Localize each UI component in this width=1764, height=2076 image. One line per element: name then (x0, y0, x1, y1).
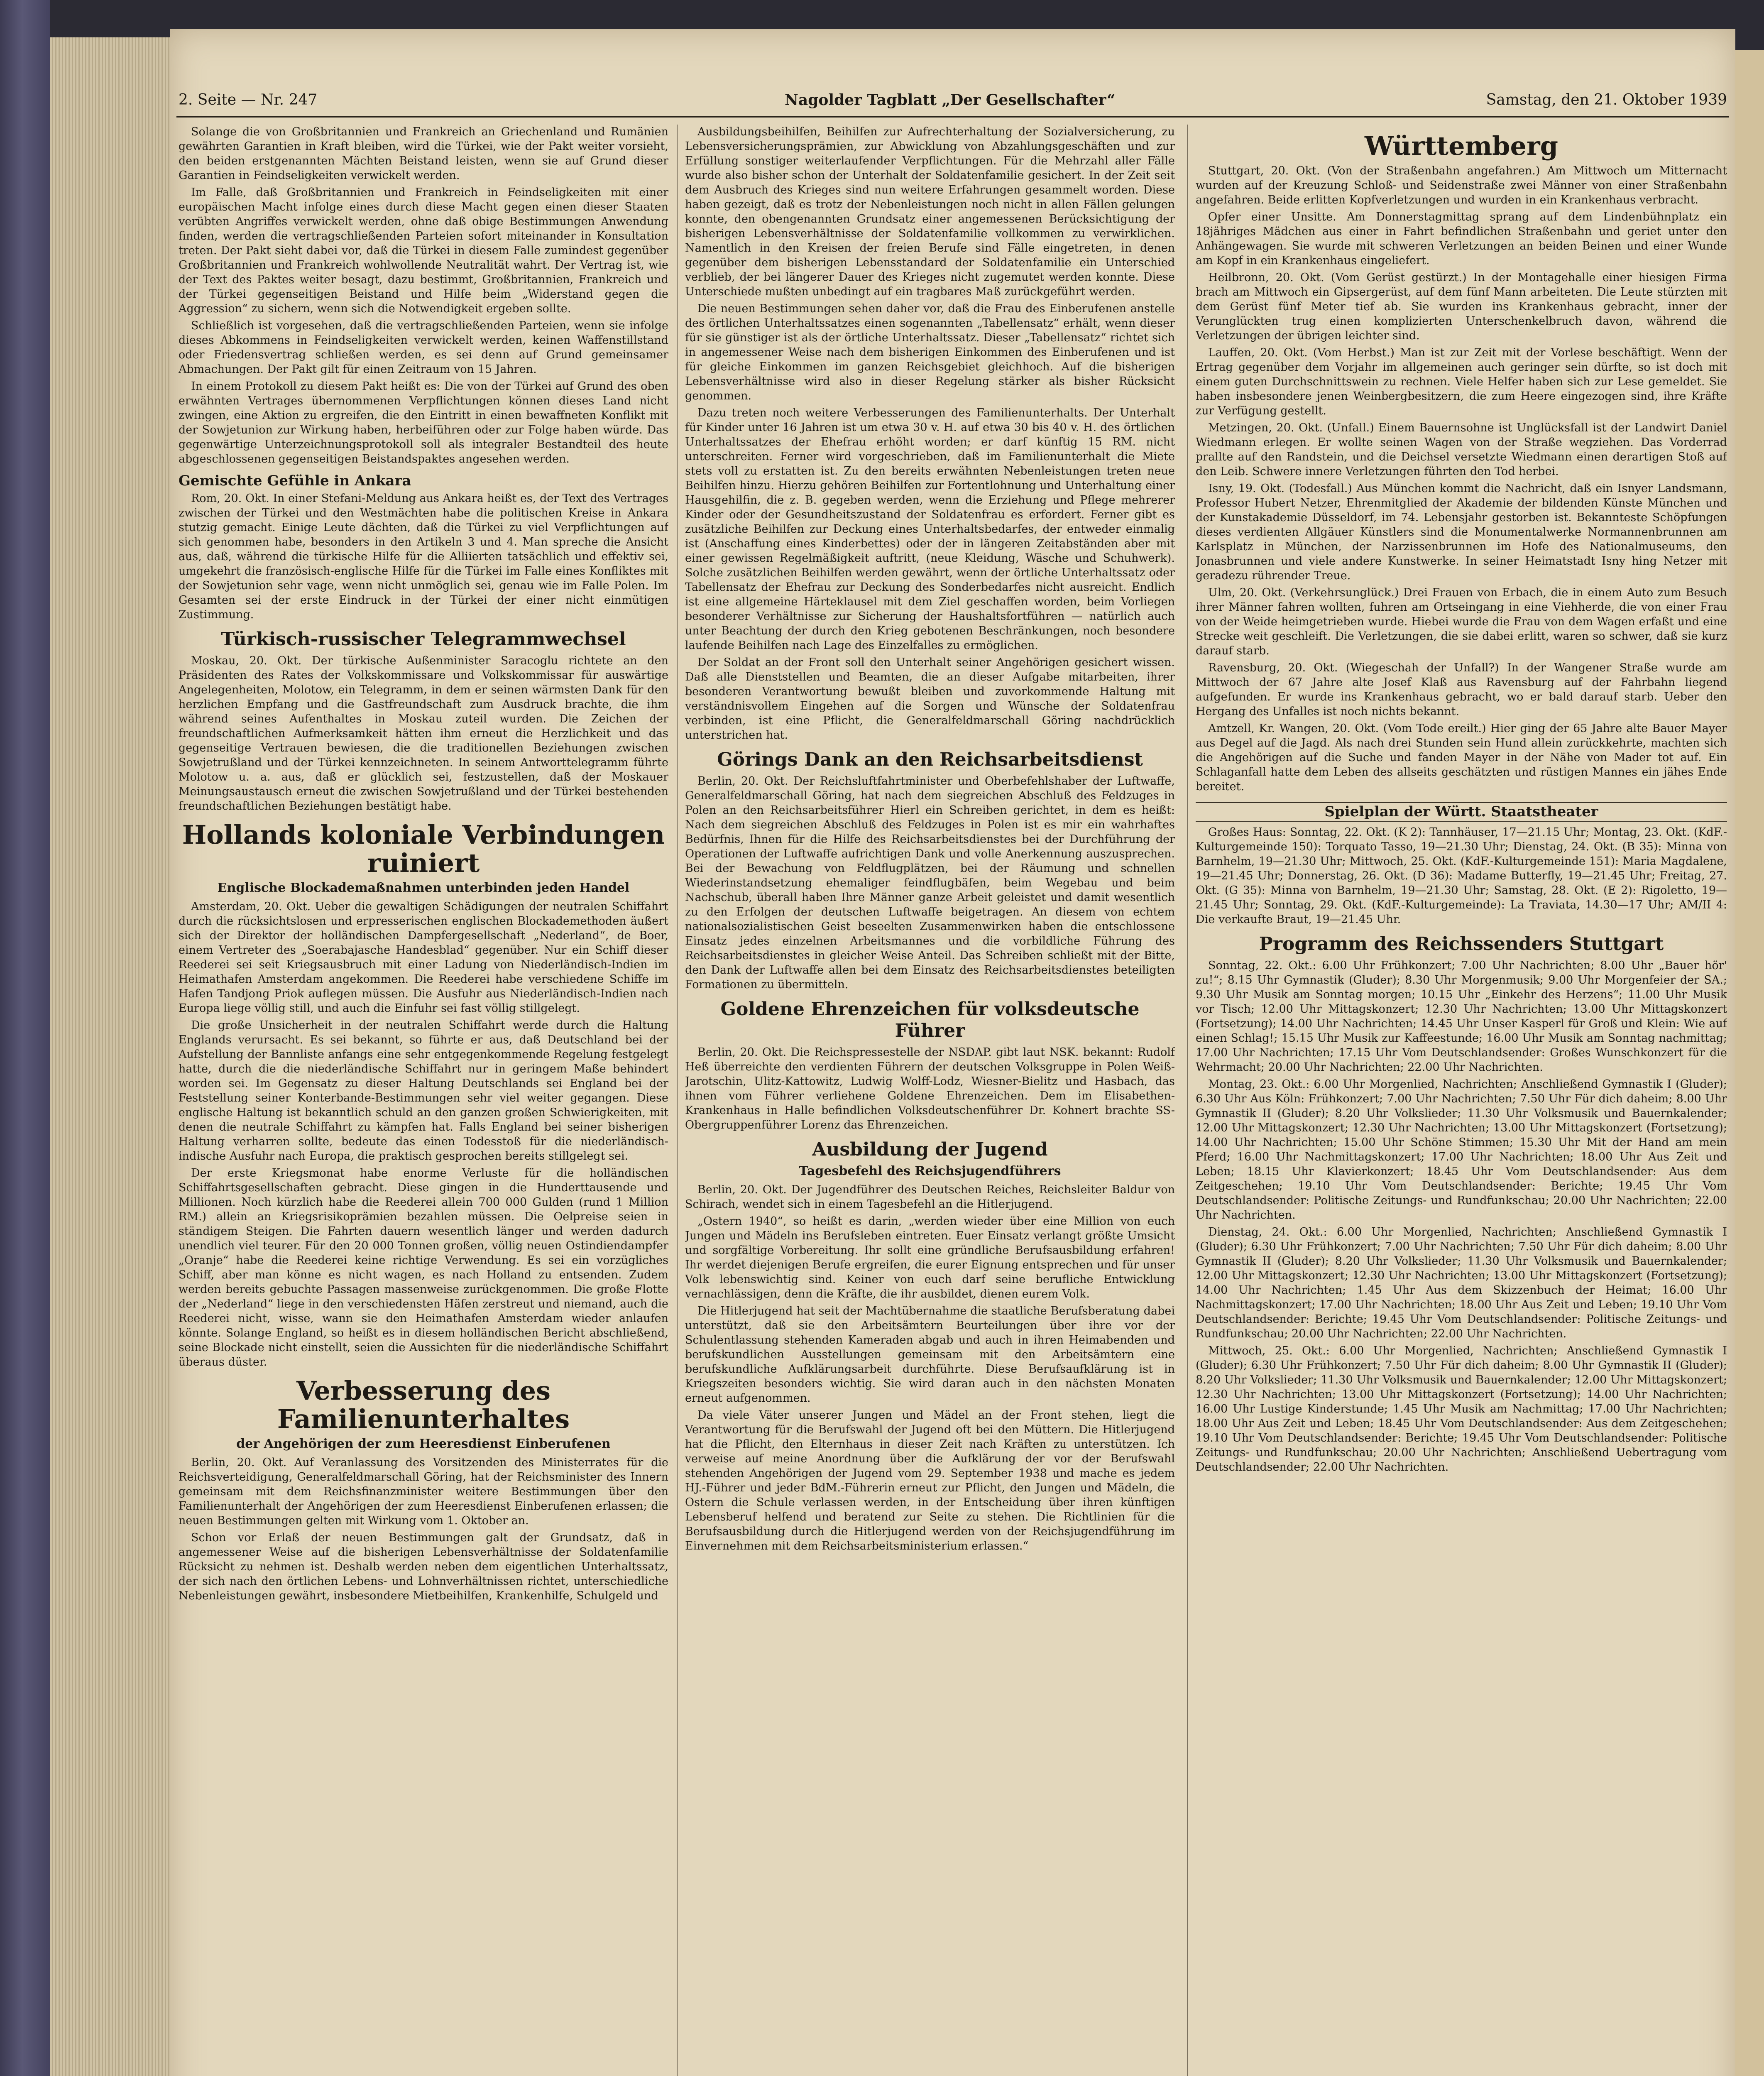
paragraph: Der Soldat an der Front soll den Unterhalt seiner Angehörigen gesichert wissen. Daß alle Dienststellen und Beamten, die an dieser Aufgabe mitarbeiten, ihrer besonderen Verantwortung bewußt bleiben und zuvorkommende Haltung mit verständnisvollem Eingehen auf die Sorgen und Wünsche der Soldatenfrau verbinden, ist eine Pflicht, die Generalfeldmarschall Göring nachdrücklich unterstrichen hat. (685, 656, 1175, 742)
paragraph: In einem Protokoll zu diesem Pakt heißt es: Die von der Türkei auf Grund des oben erwähnten Vertrages übernommenen Verpflichtungen können dieses Land nicht zwingen, eine Aktion zu ergreifen, die den Eintritt in einen bewaffneten Konflikt mit der Sowjetunion zur Wirkung haben, herbeiführen oder zur Folge haben würde. Das gegenwärtige Unterzeichnungsprotokoll soll als integraler Bestandteil des heute abgeschlossenen gegenseitigen Beistandspaktes angesehen werden. (179, 380, 668, 465)
header-rule (176, 116, 1729, 118)
article-heading: Goldene Ehrenzeichen für volksdeutsche Führer (720, 999, 1140, 1041)
article-heading: Gemischte Gefühle in Ankara (179, 472, 411, 489)
article-heading: Programm des Reichssenders Stuttgart (1259, 933, 1664, 955)
paragraph: Schließlich ist vorgesehen, daß die vertragschließenden Parteien, wenn sie infolge dieses Abkommens in Feindseligkeiten verwickelt werden, keinen Waffenstillstand oder Friedensvertrag schließen werden, es sei denn auf Grund gemeinsamer Abmachungen. Der Pakt gilt für einen Zeitraum von 15 Jahren. (179, 319, 668, 376)
column-1 (179, 125, 668, 2076)
article-heading: Verbesserung des Familienunterhaltes (277, 1376, 570, 1434)
paragraph: Stuttgart, 20. Okt. (Von der Straßenbahn angefahren.) Am Mittwoch um Mitternacht wurden auf der Kreuzung Schloß- und Seidenstraße zwei Männer von einer Straßenbahn angefahren. Beide erlitten Kopfverletzungen und wurden in ein Krankenhaus verbracht. (1196, 164, 1727, 206)
paragraph: Berlin, 20. Okt. Der Jugendführer des Deutschen Reiches, Reichsleiter Baldur von Schirach, wendet sich in einem Tagesbefehl an die Hitlerjugend. (685, 1183, 1175, 1211)
paragraph: „Ostern 1940“, so heißt es darin, „werden wieder über eine Million von euch Jungen und Mädeln ins Berufsleben eintreten. Euer Einsatz verlangt größte Umsicht und sorgfältige Vorbereitung. Ihr sollt eine gründliche Berufsausbildung erfahren! Ihr werdet diejenigen Berufe ergreifen, die eurer Eignung entsprechen und für unser Volk lebenswichtig sind. Keiner von euch darf seine berufliche Entwicklung vernachlässigen, denn die Kräfte, die ihr ausbildet, dienen eurem Volk. (685, 1215, 1175, 1300)
column-3 (1196, 125, 1727, 2076)
article-heading: Görings Dank an den Reichsarbeitsdienst (717, 749, 1143, 770)
column-divider (1187, 125, 1188, 2076)
newspaper-page (170, 29, 1735, 2076)
masthead: Nagolder Tagblatt „Der Gesellschafter“ (785, 91, 1116, 109)
adjacent-page (1735, 50, 1764, 2076)
article-subheading: der Angehörigen der zum Heeresdienst Einberufenen (236, 1437, 611, 1451)
paragraph: Dienstag, 24. Okt.: 6.00 Uhr Morgenlied, Nachrichten; Anschließend Gymnastik I (Gluder); 6.30 Uhr Frühkonzert; 7.00 Uhr Nachrichten; 7.50 Uhr Für dich daheim; 8.00 Uhr Gymnastik II (Gluder); 8.20 Uhr Volkslieder; 11.30 Uhr Volksmusik und Bauernkalender; 12.00 Uhr Mittagskonzert; 12.30 Uhr Nachrichten; 13.00 Uhr Mittagskonzert (Fortsetzung); 14.00 Uhr Nachrichten; 1.45 Uhr Aus dem Skizzenbuch der Heimat; 16.00 Uhr Nachmittagskonzert; 17.00 Uhr Nachrichten; 18.00 Uhr Aus Zeit und Leben; 19.10 Uhr Vom Deutschlandsender: Berichte; 19.45 Uhr Vom Deutschlandsender: Politische Zeitungs- und Rundfunkschau; 20.00 Uhr Nachrichten; 22.00 Uhr Nachrichten. (1196, 1226, 1727, 1340)
paragraph: Der erste Kriegsmonat habe enorme Verluste für die holländischen Schiffahrtsgesellschaften gebracht. Diese gingen in die Hunderttausende und Millionen. Noch kürzlich habe die Reederei allein 700 000 Gulden (rund 1 Million RM.) allein an Kriegsrisikoprämien bezahlen müssen. Die Oelpreise seien in ständigem Steigen. Die Fahrten dauern wesentlich länger und werden dadurch unendlich viel teurer. Für den 20 000 Tonnen großen, völlig neuen Ostindiendampfer „Oranje“ habe die Reederei keine richtige Verwendung. Es sei ein vorzügliches Schiff, aber man könne es nicht wagen, es nach Holland zu entsenden. Zudem werden bereits gebuchte Passagen massenweise zurückgenommen. Die große Flotte der „Nederland“ liege in den verschiedensten Häfen zerstreut und niemand, auch die Reederei nicht, wisse, wann sie den Heimathafen Amsterdam wieder anlaufen könnte. Solange England, so heißt es in diesem holländischen Bericht abschließend, seine Blockade nicht einstellt, seien die Aussichten für die niederländische Schiffahrt überaus düster. (179, 1167, 668, 1368)
paragraph: Lauffen, 20. Okt. (Vom Herbst.) Man ist zur Zeit mit der Vorlese beschäftigt. Wenn der Ertrag gegenüber dem Vorjahr im allgemeinen auch geringer sein dürfte, so ist doch mit einem guten Durchschnittswein zu rechnen. Viele Helfer haben sich zur Lese gemeldet. Sie haben insbesondere jenen Weinbergbesitzern, die zum Heere eingezogen sind, ihre Kräfte zur Verfügung gestellt. (1196, 346, 1727, 417)
page-edges (50, 37, 170, 2076)
paragraph: Amtzell, Kr. Wangen, 20. Okt. (Vom Tode ereilt.) Hier ging der 65 Jahre alte Bauer Mayer aus Degel auf die Jagd. Als nach drei Stunden sein Hund allein zurückkehrte, machten sich die Angehörigen auf die Suche und fanden Mayer in der Nähe von Mader tot auf. Ein Schlaganfall hatte dem Leben des allseits geschätzten und rüstigen Mannes ein jähes Ende bereitet. (1196, 722, 1727, 793)
paragraph: Großes Haus: Sonntag, 22. Okt. (K 2): Tannhäuser, 17—21.15 Uhr; Montag, 23. Okt. (KdF.-Kulturgemeinde 150): Torquato Tasso, 19—21.30 Uhr; Dienstag, 24. Okt. (B 35): Minna von Barnhelm, 19—21.30 Uhr; Mittwoch, 25. Okt. (KdF.-Kulturgemeinde 151): Maria Magdalene, 19—21.45 Uhr; Donnerstag, 26. Okt. (D 36): Madame Butterfly, 19—21.45 Uhr; Freitag, 27. Okt. (G 35): Minna von Barnhelm, 19—21.30 Uhr; Samstag, 28. Okt. (E 2): Rigoletto, 19—21.45 Uhr; Sonntag, 29. Okt. (KdF.-Kulturgemeinde): La Traviata, 14.30—17 Uhr; AM/II 4: Die verkaufte Braut, 19—21.45 Uhr. (1196, 826, 1727, 926)
paragraph: Die neuen Bestimmungen sehen daher vor, daß die Frau des Einberufenen anstelle des örtlichen Unterhaltssatzes einen sogenannten „Tabellensatz“ erhält, wenn dieser für sie günstiger ist als der örtliche Unterhaltssatz. Dieser „Tabellensatz“ richtet sich in angemessener Weise nach dem bisherigen Einkommen des Einberufenen und ist für gleiche Einkommen im ganzen Reichsgebiet gleichhoch. Auf die bisherigen Lebensverhältnisse wird also in dieser Regelung stärker als bisher Rücksicht genommen. (685, 302, 1175, 402)
paragraph: Ausbildungsbeihilfen, Beihilfen zur Aufrechterhaltung der Sozialversicherung, zu Lebensversicherungsprämien, zur Abwicklung von Abzahlungsgeschäften und zur Erfüllung sonstiger weiterlaufender Verpflichtungen. Für die Mehrzahl aller Fälle wurde also bisher schon der Unterhalt der Soldatenfamilie gesichert. In der Zeit seit dem Ausbruch des Krieges sind nun weitere Erfahrungen gesammelt worden. Diese haben gezeigt, daß es trotz der Nebenleistungen noch nicht in allen Fällen gelungen konnte, den obengenannten Grundsatz einer angemessenen Berücksichtigung der bisherigen Lebensverhältnisse der Soldatenfamilie vollkommen zu verwirklichen. Namentlich in den Kreisen der freien Berufe sind Fälle eingetreten, in denen gegenüber dem bisherigen Lebensstandard der Soldatenfamilie ein Unterschied verblieb, der bei längerer Dauer des Krieges nicht zugemutet werden konnte. Diese Unterschiede mußten unbedingt auf ein tragbares Maß zurückgeführt werden. (685, 125, 1175, 298)
paragraph: Die große Unsicherheit in der neutralen Schiffahrt werde durch die Haltung Englands verursacht. Es sei bekannt, so führte er aus, daß Deutschland bei der Aufstellung der Bannliste anfangs eine sehr entgegenkommende Regelung festgelegt hatte, durch die die niederländische Schiffahrt nur in geringem Maße behindert worden sei. Im Gegensatz zu dieser Haltung Deutschlands sei England bei der Feststellung seiner Konterbande-Bestimmungen sehr viel weiter gegangen. Diese englische Haltung ist bekanntlich schuld an den ganzen großen Schwierigkeiten, mit denen die neutrale Schiffahrt zu kämpfen hat. Falls England bei seiner bisherigen Haltung verharren sollte, bedeute das einen Todesstoß für die niederländisch-indische Ausfuhr nach Europa, die praktisch gesprochen bereits stillgelegt sei. (179, 1019, 668, 1163)
article-heading: Ausbildung der Jugend (812, 1139, 1048, 1160)
column-divider (677, 125, 678, 2076)
article-heading: Hollands koloniale Verbindungen ruiniert (182, 820, 665, 878)
paragraph: Heilbronn, 20. Okt. (Vom Gerüst gestürzt.) In der Montagehalle einer hiesigen Firma brach am Mittwoch ein Gipsergerüst, auf dem fünf Mann arbeiteten. Die Leute stürzten mit dem Gerüst fünf Meter tief ab. Sie wurden ins Krankenhaus gebracht, inner der Verunglückten trug einen komplizierten Unterschenkelbruch davon, während die Verletzungen der übrigen leichter sind. (1196, 271, 1727, 342)
paragraph: Sonntag, 22. Okt.: 6.00 Uhr Frühkonzert; 7.00 Uhr Nachrichten; 8.00 Uhr „Bauer hör' zu!“; 8.15 Uhr Gymnastik (Gluder); 8.30 Uhr Morgenmusik; 9.00 Uhr Morgenfeier der SA.; 9.30 Uhr Musik am Sonntag morgen; 10.15 Uhr „Einkehr des Herzens“; 11.00 Uhr Musik vor Tisch; 12.00 Uhr Mittagskonzert; 12.30 Uhr Nachrichten; 13.00 Uhr Mittagskonzert (Fortsetzung); 14.00 Uhr Nachrichten; 14.45 Uhr Unser Kasperl für Groß und Klein: Wie auf einen Schlag!; 15.15 Uhr Musik zur Kaffeestunde; 16.00 Uhr Musik am Sonntag nachmittag; 17.00 Uhr Nachrichten; 17.15 Uhr Vom Deutschlandsender: Großes Wunschkonzert für die Wehrmacht; 20.00 Uhr Nachrichten; 22.00 Uhr Nachrichten. (1196, 959, 1727, 1074)
paragraph: Berlin, 20. Okt. Die Reichspressestelle der NSDAP. gibt laut NSK. bekannt: Rudolf Heß überreichte den verdienten Führern der deutschen Volksgruppe in Polen Weiß-Jarotschin, Ulitz-Kattowitz, Ludwig Wolff-Lodz, Wiesner-Bielitz und Hasbach, das ihnen vom Führer verliehene Goldene Ehrenzeichen. Dem im Elisabethen-Krankenhaus in Halle befindlichen Volksdeutschenführer Dr. Kohnert brachte SS-Obergruppenführer Lorenz das Ehrenzeichen. (685, 1046, 1175, 1131)
paragraph: Berlin, 20. Okt. Auf Veranlassung des Vorsitzenden des Ministerrates für die Reichsverteidigung, Generalfeldmarschall Göring, hat der Reichsminister des Innern gemeinsam mit dem Reichsfinanzminister weitere Bestimmungen über den Familienunterhalt der Angehörigen der zum Heeresdienst Einberufenen erlassen; die neuen Bestimmungen gelten mit Wirkung vom 1. Oktober an. (179, 1456, 668, 1527)
paragraph: Die Hitlerjugend hat seit der Machtübernahme die staatliche Berufsberatung dabei unterstützt, daß sie den Arbeitsämtern Beurteilungen über ihre vor der Schulentlassung stehenden Kameraden abgab und auch in ihren Heimabenden und berufskundlichen Ausstellungen gemeinsam mit den Arbeitsämtern eine berufskundliche Aufklärungsarbeit durchführte. Diese Berufsaufklärung ist in Kriegszeiten besonders wichtig. Sie wird daran auch in den nächsten Monaten erneut aufgenommen. (685, 1305, 1175, 1405)
article-subheading: Tagesbefehl des Reichsjugendführers (799, 1164, 1061, 1178)
paragraph: Ravensburg, 20. Okt. (Wiegeschah der Unfall?) In der Wangener Straße wurde am Mittwoch der 67 Jahre alte Josef Klaß aus Ravensburg auf der Fahrbahn liegend aufgefunden. Er wurde ins Krankenhaus gebracht, wo er bald darauf starb. Ueber den Hergang des Unfalles ist noch nichts bekannt. (1196, 661, 1727, 718)
paragraph: Isny, 19. Okt. (Todesfall.) Aus München kommt die Nachricht, daß ein Isnyer Landsmann, Professor Hubert Netzer, Ehrenmitglied der Akademie der bildenden Künste München und der Kunstakademie Düsseldorf, im 74. Lebensjahr gestorben ist. Bekannteste Schöpfungen dieses verdienten Allgäuer Künstlers sind die Monumentalwerke Normannenbrunnen am Karlsplatz in München, der Narzissenbrunnen im Hofe des Nationalmuseums, den Jonasbrunnen und viele andere Kunstwerke. In seiner Heimatstadt Isny hing Netzer mit geradezu rührender Treue. (1196, 482, 1727, 582)
paragraph: Ulm, 20. Okt. (Verkehrsunglück.) Drei Frauen von Erbach, die in einem Auto zum Besuch ihrer Männer fahren wollten, fuhren am Ortseingang in eine Viehherde, die von einer Frau von der Weide heimgetrieben wurde. Hiebei wurde die Frau von dem Wagen erfaßt und eine Strecke weit geschleift. Die Verletzungen, die sie dabei erlitt, waren so schwer, daß sie kurz darauf starb. (1196, 586, 1727, 657)
article-heading: Spielplan der Württ. Staatstheater (1196, 802, 1727, 822)
issue-date: Samstag, den 21. Oktober 1939 (1486, 91, 1727, 108)
article-subheading: Englische Blockademaßnahmen unterbinden jeden Handel (217, 881, 630, 895)
paragraph: Opfer einer Unsitte. Am Donnerstagmittag sprang auf dem Lindenbühnplatz ein 18jähriges Mädchen aus einer in Fahrt befindlichen Straßenbahn und geriet unter den Anhängewagen. Sie wurde mit schweren Verletzungen an beiden Beinen und einer Wunde am Kopf in ein Krankenhaus eingeliefert. (1196, 211, 1727, 267)
page-number: 2. Seite — Nr. 247 (179, 91, 318, 108)
paragraph: Montag, 23. Okt.: 6.00 Uhr Morgenlied, Nachrichten; Anschließend Gymnastik I (Gluder); 6.30 Uhr Aus Köln: Frühkonzert; 7.00 Uhr Nachrichten; 7.50 Uhr Für dich daheim; 8.00 Uhr Gymnastik II (Gluder); 8.20 Uhr Volkslieder; 11.30 Uhr Volksmusik und Bauernkalender; 12.00 Uhr Mittagskonzert; 12.30 Uhr Nachrichten; 13.00 Uhr Mittagskonzert (Fortsetzung); 14.00 Uhr Nachrichten; 15.00 Uhr Schöne Stimmen; 15.30 Uhr Mit der Hand am mein Pferd; 16.00 Uhr Nachmittagskonzert; 17.00 Uhr Nachrichten; 18.00 Uhr Aus Zeit und Leben; 18.15 Uhr Klavierkonzert; 18.45 Uhr Vom Deutschlandsender: Aus dem Zeitgeschehen; 19.10 Uhr Vom Deutschlandsender: Berichte; 19.45 Uhr Vom Deutschlandsender: Politische Zeitungs- und Rundfunkschau; 20.00 Uhr Nachrichten; 22.00 Uhr Nachrichten. (1196, 1078, 1727, 1222)
book-binding (0, 0, 50, 2076)
column-2 (685, 125, 1175, 2076)
paragraph: Da viele Väter unserer Jungen und Mädel an der Front stehen, liegt die Verantwortung für die Berufswahl der Jugend oft bei den Müttern. Die Hitlerjugend hat die Pflicht, den Elternhaus in dieser Zeit nach Kräften zu unterstützen. Ich verweise auf meine Anordnung über die Aufklärung der vor der Berufswahl stehenden Angehörigen der Jugend vom 29. September 1938 und mache es jedem HJ.-Führer und jeder BdM.-Führerin erneut zur Pflicht, den Jungen und Mädeln, die Ostern die Schule verlassen werden, in der Entscheidung über ihren künftigen Lebensberuf helfend und beratend zur Seite zu stehen. Die Richtlinien für die Berufsausbildung durch die Hitlerjugend werden von der Reichsjugendführung im Einvernehmen mit dem Reichsarbeitsministerium erlassen.“ (685, 1409, 1175, 1552)
paragraph: Amsterdam, 20. Okt. Ueber die gewaltigen Schädigungen der neutralen Schiffahrt durch die rücksichtslosen und erpresserischen englischen Blockademethoden äußert sich der Direktor der holländischen Dampfergesellschaft „Nederland“, de Boer, einem Vertreter des „Soerabajasche Handesblad“ gegenüber. Nur ein Schiff dieser Reederei sei seit Kriegsausbruch mit einer Ladung von Niederländisch-Indien im Heimathafen Amsterdam angekommen. Die Reederei habe verschiedene Schiffe im Hafen Tandjong Priok auflegen müssen. Die Ausfuhr aus Niederländisch-Indien nach Europa liege völlig still, und auch die Einfuhr sei fast völlig stillgelegt. (179, 900, 668, 1015)
paragraph: Rom, 20. Okt. In einer Stefani-Meldung aus Ankara heißt es, der Text des Vertrages zwischen der Türkei und den Westmächten habe die politischen Kreise in Ankara stutzig gemacht. Einige Leute dächten, daß die Türkei zu viel Verpflichtungen auf sich genommen habe, besonders in den Artikeln 3 und 4. Man spreche die Ansicht aus, daß, während die türkische Hilfe für die Alliierten tatsächlich und effektiv sei, umgekehrt die französisch-englische Hilfe für die Türkei im Falle eines Konfliktes mit der Sowjetunion sehr vage, wenn nicht unmöglich sei, genau wie im Falle Polen. Im Gesamten sei der erste Eindruck in der Türkei der einer nicht einmütigen Zustimmung. (179, 492, 668, 621)
paragraph: Metzingen, 20. Okt. (Unfall.) Einem Bauernsohne ist Unglücksfall ist der Landwirt Daniel Wiedmann erlegen. Er wollte seinen Wagen von der Straße wegziehen. Das Vorderrad prallte auf den Randstein, und die Deichsel versetzte Wiedmann einen derartigen Stoß auf den Leib. Schwere innere Verletzungen führten den Tod herbei. (1196, 421, 1727, 478)
paragraph: Moskau, 20. Okt. Der türkische Außenminister Saracoglu richtete an den Präsidenten des Rates der Volkskommissare und Volkskommissar für auswärtige Angelegenheiten, Molotow, ein Telegramm, in dem er seinen wärmsten Dank für den herzlichen Empfang und die Gastfreundschaft zum Ausdruck brachte, die ihm während seines Aufenthaltes in Moskau zuteil wurden. Die Zeichen der freundschaftlichen Aufmerksamkeit hätten ihm erneut die Herzlichkeit und das gegenseitige Vertrauen bewiesen, die die traditionellen Beziehungen zwischen Sowjetrußland und der Türkei kennzeichneten. In seinem Antworttelegramm führte Molotow u. a. aus, daß er glücklich sei, festzustellen, daß der Moskauer Meinungsaustausch erneut die zwischen Sowjetrußland und der Türkei bestehenden freundschaftlichen Beziehungen bestätigt habe. (179, 654, 668, 813)
paragraph: Im Falle, daß Großbritannien und Frankreich in Feindseligkeiten mit einer europäischen Macht infolge eines durch diese Macht gegen einen dieser Staaten verübten Angriffes verwickelt werden, ohne daß obige Bestimmungen Anwendung finden, werden die vertragschließenden Parteien sofort miteinander in Konsultation treten. Der Pakt sieht dabei vor, daß die Türkei in diesem Falle zumindest gegenüber Großbritannien und Frankreich wohlwollende Neutralität wahrt. Der Vertrag ist, wie der Text des Paktes weiter besagt, dazu bestimmt, Großbritannien, Frankreich und der Türkei gegenseitigen Beistand und Hilfe beim „Widerstand gegen die Aggression“ zu sichern, wenn sich die Notwendigkeit ergeben sollte. (179, 186, 668, 315)
paragraph: Schon vor Erlaß der neuen Bestimmungen galt der Grundsatz, daß in angemessener Weise auf die bisherigen Lebensverhältnisse der Soldatenfamilie Rücksicht zu nehmen ist. Deshalb werden neben dem eigentlichen Unterhaltssatz, der sich nach den örtlichen Lebens- und Lohnverhältnissen richtet, unterschiedliche Nebenleistungen gewährt, insbesondere Mietbeihilfen, Krankenhilfe, Schulgeld und (179, 1531, 668, 1602)
section-heading: Württemberg (1365, 131, 1558, 161)
paragraph: Berlin, 20. Okt. Der Reichsluftfahrtminister und Oberbefehlshaber der Luftwaffe, Generalfeldmarschall Göring, hat nach dem siegreichen Abschluß des Feldzuges in Polen an den Reichsarbeitsführer Hierl ein Schreiben gerichtet, in dem es heißt: Nach dem siegreichen Abschluß des Feldzuges in Polen ist es mir ein wahrhaftes Bedürfnis, Ihnen für die Hilfe des Reichsarbeitsdienstes bei der Durchführung der Operationen der Luftwaffe aufrichtigen Dank und volle Anerkennung auszusprechen. Bei der Bewachung von Feldflugplätzen, bei der Räumung und schnellen Wiederinstandsetzung ehemaliger feindflugbäfen, beim Wegebau und beim Nachschub, überall haben Ihre Männer ganze Arbeit geleistet und damit wesentlich zu den Erfolgen der deutschen Luftwaffe beigetragen. An diesem von echtem nationalsozialistischen Geist beseelten Zusammenwirken haben die entschlossene Einsatz jedes einzelnen Arbeitsmannes und die vorbildliche Führung des Reichsarbeitsdienstes in gleicher Weise Anteil. Das Schreiben schließt mit der Bitte, den Dank der Luftwaffe allen bei dem Einsatz des Reichsarbeitsdienstes beteiligten Formationen zu übermitteln. (685, 775, 1175, 991)
paragraph: Solange die von Großbritannien und Frankreich an Griechenland und Rumänien gewährten Garantien in Kraft bleiben, wird die Türkei, wie der Pakt weiter vorsieht, den beiden erstgenannten Mächten Beistand leisten, wenn sie auf Grund dieser Garantien in Feindseligkeiten verwickelt werden. (179, 125, 668, 182)
article-heading: Türkisch-russischer Telegrammwechsel (221, 629, 626, 650)
paragraph: Dazu treten noch weitere Verbesserungen des Familienunterhalts. Der Unterhalt für Kinder unter 16 Jahren ist um etwa 30 v. H. auf etwa 30 bis 40 v. H. des örtlichen Unterhaltssatzes der Ehefrau erhöht worden; er darf künftig 15 RM. nicht unterschreiten. Ferner wird vorgeschrieben, daß im Familienunterhalt die Miete stets voll zu erstatten ist. Zu den bereits erwähnten Nebenleistungen treten neue Beihilfen hinzu. Hierzu gehören Beihilfen zur Fortentlohnung und Unterhaltung einer Hausgehilfin, die z. B. gegeben werden, wenn die Erziehung und Pflege mehrerer Kinder oder der Gesundheitszustand der Soldatenfrau es erfordert. Ferner gibt es zusätzliche Beihilfen zur Deckung eines Unterhaltsbedarfes, der entweder einmalig ist (Anschaffung eines Kinderbettes) oder der in längeren Zeitabständen aber mit einer gewissen Regelmäßigkeit auftritt, (neue Kleidung, Wäsche und Schuhwerk). Solche zusätzlichen Beihilfen werden gewährt, wenn der örtliche Unterhaltssatz oder Tabellensatz der Ehefrau zur Deckung des Sonderbedarfes nicht ausreicht. Endlich ist eine allgemeine Härteklausel mit dem Ziel geschaffen worden, beim Vorliegen besonderer Verhältnisse zur Sicherung der Haushaltsfortführen — natürlich auch unter Beachtung der durch den Krieg gebotenen Beschränkungen, noch besondere laufende Beihilfen nach Lage des Einzelfalles zu ermöglichen. (685, 406, 1175, 652)
paragraph: Mittwoch, 25. Okt.: 6.00 Uhr Morgenlied, Nachrichten; Anschließend Gymnastik I (Gluder); 6.30 Uhr Frühkonzert; 7.50 Uhr Für dich daheim; 8.00 Uhr Gymnastik II (Gluder); 8.20 Uhr Volkslieder; 11.30 Uhr Volksmusik und Bauernkalender; 12.00 Uhr Mittagskonzert; 12.30 Uhr Nachrichten; 13.00 Uhr Mittagskonzert (Fortsetzung); 14.00 Uhr Nachrichten; 16.00 Uhr Lustige Kinderstunde; 1.45 Uhr Musik am Nachmittag; 17.00 Uhr Nachrichten; 18.00 Uhr Aus Zeit und Leben; 18.45 Uhr Vom Deutschlandsender: Aus dem Zeitgeschehen; 19.10 Uhr Vom Deutschlandsender: Berichte; 19.45 Uhr Vom Deutschlandsender: Politische Zeitungs- und Rundfunkschau; 20.00 Uhr Nachrichten; Anschließend Uebertragung vom Deutschlandsender; 22.00 Uhr Nachrichten. (1196, 1344, 1727, 1474)
